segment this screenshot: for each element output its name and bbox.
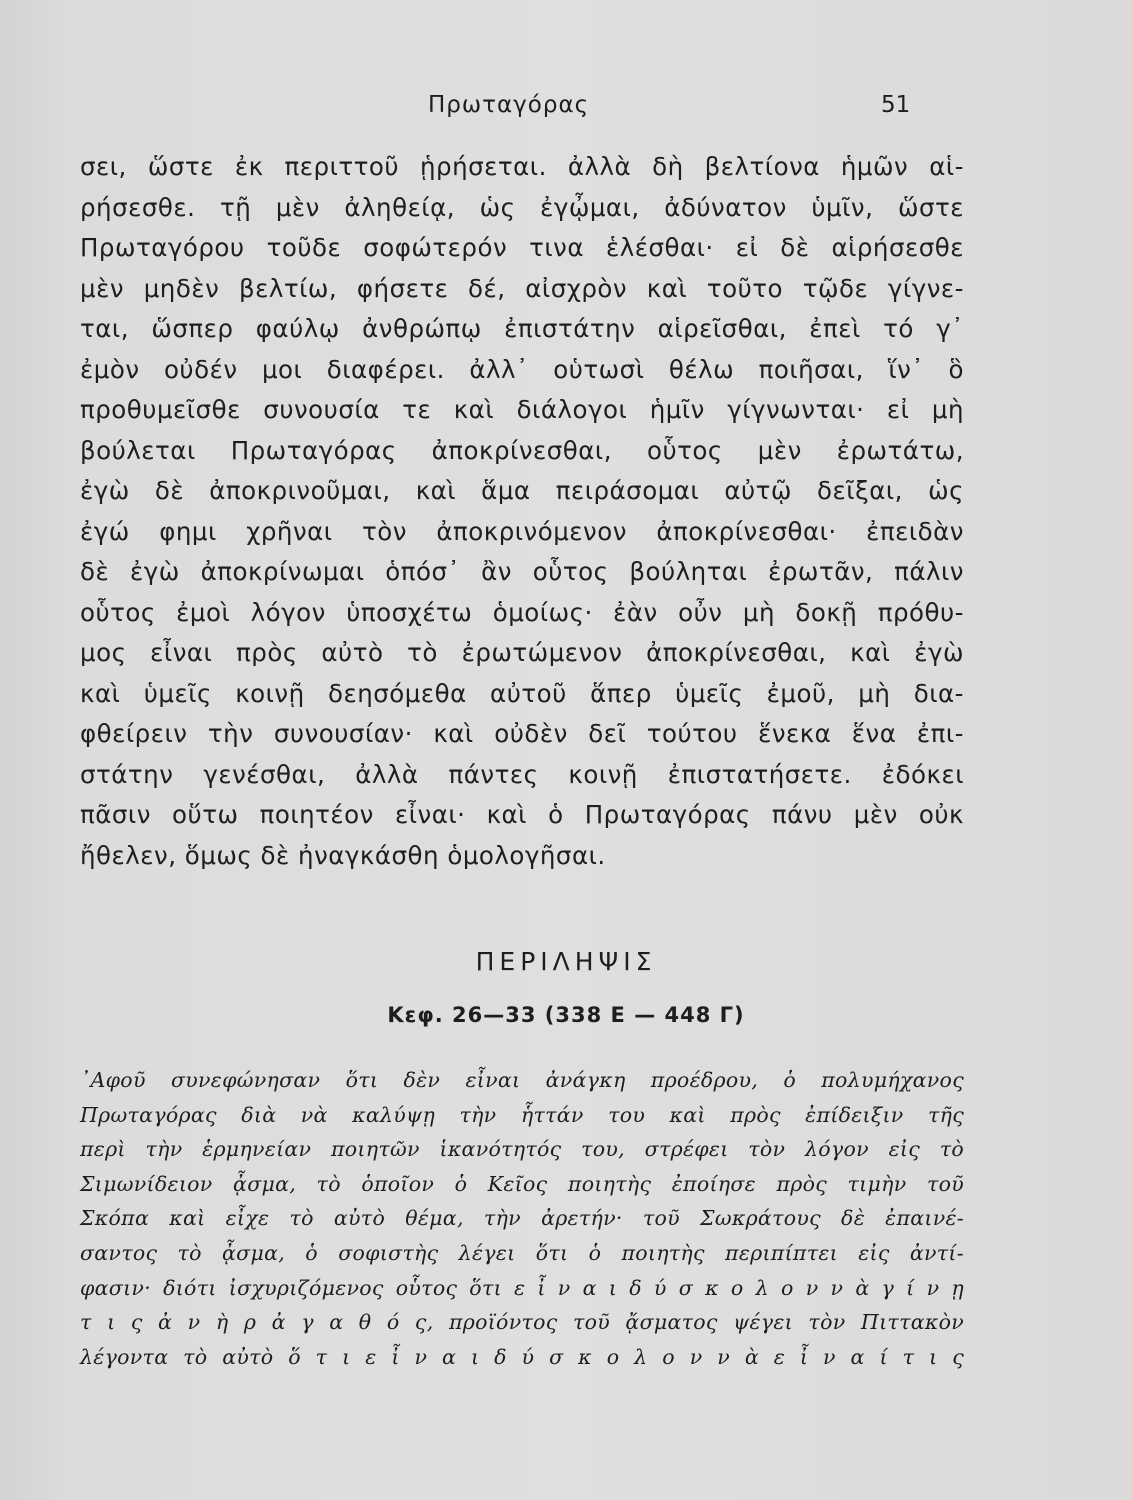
summary-line: Πρωταγόρας διὰ νὰ καλύψῃ τὴν ἧττάν του καὶ πρὸς ἐπίδειξιν τῆς bbox=[80, 1102, 964, 1127]
summary-line: σαντος τὸ ᾆσμα, ὁ σοφιστὴς λέγει ὅτι ὁ ποιητὴς περιπίπτει εἰς ἀντί- bbox=[80, 1240, 964, 1265]
text-line: καὶ ὑμεῖς κοινῇ δεησόμεθα αὐτοῦ ἅπερ ὑμεῖς ἐμοῦ, μὴ δια- bbox=[80, 678, 964, 708]
page-number: 51 bbox=[881, 92, 911, 118]
running-head-title: Πρωταγόρας bbox=[428, 92, 590, 118]
text-line: σει, ὥστε ἐκ περιττοῦ ᾑρήσεται. ἀλλὰ δὴ βελτίονα ἡμῶν αἱ- bbox=[80, 152, 964, 181]
text-line: ἐμὸν οὐδέν μοι διαφέρει. ἀλλ᾽ οὑτωσὶ θέλω ποιῆσαι, ἵν᾽ ὃ bbox=[80, 354, 964, 384]
summary-line: τ ι ς ἀ ν ὴ ρ ἀ γ α θ ό ς, προϊόντος τοῦ ᾄσματος ψέγει τὸν Πιττακὸν bbox=[80, 1310, 964, 1335]
summary-line: φασιν· διότι ἰσχυριζόμενος οὗτος ὅτι ε ἶ ν α ι δ ύ σ κ ο λ ο ν ν ὰ γ ί ν ῃ bbox=[80, 1275, 964, 1300]
text-line: βούλεται Πρωταγόρας ἀποκρίνεσθαι, οὗτος μὲν ἐρωτάτω, bbox=[80, 435, 964, 465]
summary-line: λέγοντα τὸ αὐτὸ ὅ τ ι ε ἶ ν α ι δ ύ σ κ ο λ ο ν ν ὰ ε ἶ ν α ί τ ι ς bbox=[80, 1344, 964, 1369]
text-line: ἐγὼ δὲ ἀποκρινοῦμαι, καὶ ἅμα πειράσομαι αὐτῷ δεῖξαι, ὡς bbox=[80, 476, 964, 505]
section-title: ΠΕΡΙΛΗΨΙΣ bbox=[475, 947, 657, 976]
running-head bbox=[0, 92, 1132, 132]
main-text-block bbox=[80, 147, 964, 876]
summary-line: ᾿Αφοῦ συνεφώνησαν ὅτι δὲν εἶναι ἀνάγκη προέδρου, ὁ πολυμήχανος bbox=[80, 1068, 964, 1092]
summary-line: Σιμωνίδειον ᾆσμα, τὸ ὁποῖον ὁ Κεῖος ποιητὴς ἐποίησε πρὸς τιμὴν τοῦ bbox=[80, 1171, 964, 1196]
text-line: μος εἶναι πρὸς αὐτὸ τὸ ἐρωτώμενον ἀποκρίνεσθαι, καὶ ἐγὼ bbox=[80, 638, 964, 667]
text-line: ρήσεσθε. τῇ μὲν ἀληθείᾳ, ὡς ἐγᾦμαι, ἀδύνατον ὑμῖν, ὥστε bbox=[80, 192, 964, 222]
chapter-reference: Κεφ. 26—33 (338 Ε — 448 Γ) bbox=[387, 1003, 745, 1027]
text-line: φθείρειν τὴν συνουσίαν· καὶ οὐδὲν δεῖ τούτου ἕνεκα ἕνα ἐπι- bbox=[80, 719, 964, 748]
text-line: προθυμεῖσθε συνουσία τε καὶ διάλογοι ἡμῖν γίγνωνται· εἰ μὴ bbox=[80, 395, 964, 424]
summary-line: Σκόπα καὶ εἶχε τὸ αὐτὸ θέμα, τὴν ἀρετήν· τοῦ Σωκράτους δὲ ἐπαινέ- bbox=[80, 1206, 964, 1231]
text-line: ἤθελεν, ὅμως δὲ ἠναγκάσθη ὁμολογῆσαι. bbox=[80, 840, 606, 870]
text-line: ἐγώ φημι χρῆναι τὸν ἀποκρινόμενον ἀποκρίνεσθαι· ἐπειδὰν bbox=[80, 516, 964, 546]
text-line: οὗτος ἐμοὶ λόγον ὑποσχέτω ὁμοίως· ἐὰν οὖν μὴ δοκῇ πρόθυ- bbox=[80, 597, 964, 627]
text-line: στάτην γενέσθαι, ἀλλὰ πάντες κοινῇ ἐπιστατήσετε. ἐδόκει bbox=[80, 759, 964, 789]
text-line: δὲ ἐγὼ ἀποκρίνωμαι ὁπόσ᾽ ἂν οὗτος βούληται ἐρωτᾶν, πάλιν bbox=[80, 557, 964, 586]
text-line: μὲν μηδὲν βελτίω, φήσετε δέ, αἰσχρὸν καὶ τοῦτο τῷδε γίγνε- bbox=[80, 273, 964, 303]
text-line: πᾶσιν οὕτω ποιητέον εἶναι· καὶ ὁ Πρωταγόρας πάνυ μὲν οὐκ bbox=[80, 800, 964, 829]
summary-line: περὶ τὴν ἑρμηνείαν ποιητῶν ἱκανότητός του, στρέφει τὸν λόγον εἰς τὸ bbox=[80, 1137, 964, 1162]
summary-text-block bbox=[80, 1063, 964, 1374]
text-line: Πρωταγόρου τοῦδε σοφώτερόν τινα ἑλέσθαι· εἰ δὲ αἱρήσεσθε bbox=[80, 233, 964, 262]
text-line: ται, ὥσπερ φαύλῳ ἀνθρώπῳ ἐπιστάτην αἱρεῖσθαι, ἐπεὶ τό γ᾽ bbox=[80, 314, 964, 343]
